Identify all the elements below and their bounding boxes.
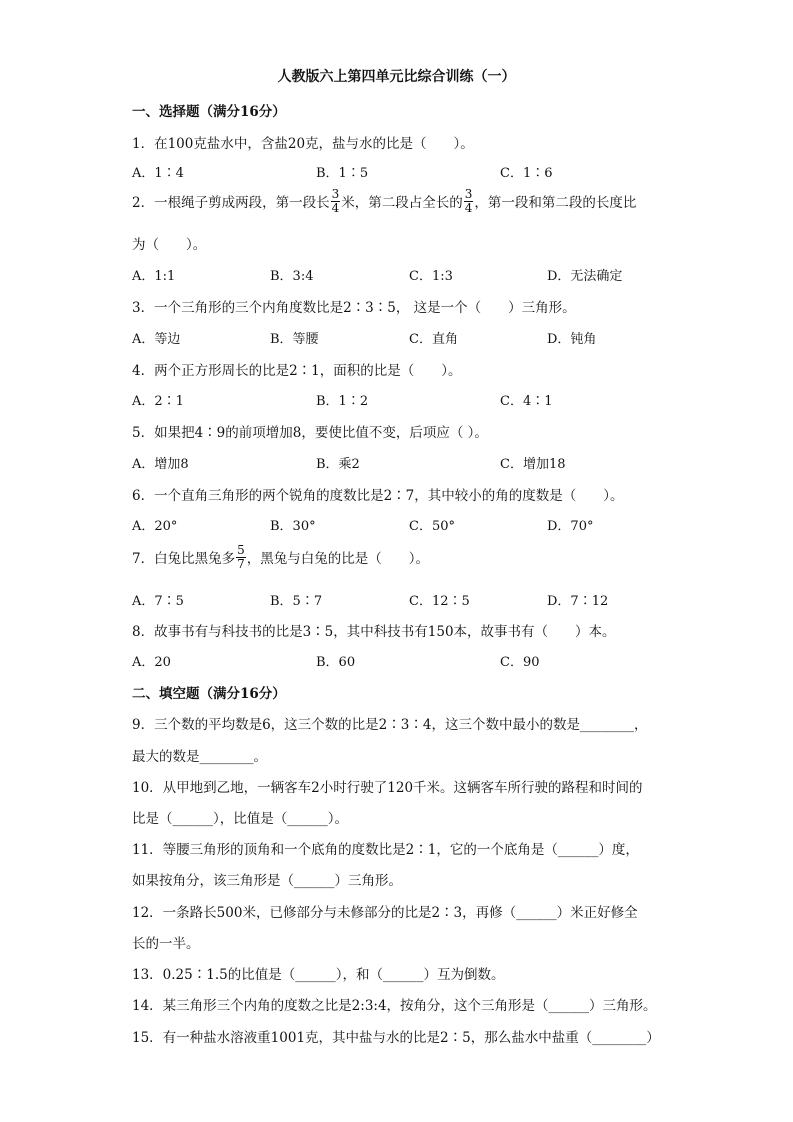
question-7-options xyxy=(132,590,692,608)
question-7-text-a: 7．白兔比黑兔多 xyxy=(132,551,236,567)
option-b: B．乘2 xyxy=(316,457,360,472)
option-d: D．70° xyxy=(547,519,594,534)
question-2-continued: 为（ ）。 xyxy=(132,237,207,253)
question-10-continued: 比是（______），比值是（______）。 xyxy=(132,811,348,827)
question-1: 1．在100克盐水中，含盐20克，盐与水的比是（ ）。 xyxy=(132,136,474,152)
option-d: D．7∶12 xyxy=(547,594,609,609)
question-9: 9．三个数的平均数是6，这三个数的比是2∶3∶4，这三个数中最小的数是________， xyxy=(132,717,648,733)
option-a: A．7∶5 xyxy=(132,594,184,609)
question-2-text-b: 米，第二段占全长的 xyxy=(341,195,463,211)
option-a: A．20° xyxy=(132,519,178,534)
question-1-options xyxy=(132,162,692,180)
question-14: 14．某三角形三个内角的度数之比是2:3:4，按角分，这个三角形是（______）三角形。 xyxy=(132,998,657,1014)
option-a: A．20 xyxy=(132,655,171,670)
option-a: A．1:1 xyxy=(132,269,176,284)
question-2-text-a: 2．一根绳子剪成两段，第一段长 xyxy=(132,195,330,211)
question-3-options xyxy=(132,328,692,346)
option-c: C．增加18 xyxy=(500,457,566,472)
fraction-denominator: 7 xyxy=(237,557,245,571)
page-title: 人教版六上第四单元比综合训练（一） xyxy=(277,69,516,85)
section-heading-fill-blank: 二、填空题（满分16分） xyxy=(132,686,286,702)
option-b: B．60 xyxy=(316,655,356,670)
question-8: 8．故事书有与科技书的比是3∶5，其中科技书有150本，故事书有（ ）本。 xyxy=(132,624,616,640)
option-a: A．等边 xyxy=(132,332,181,347)
question-13: 13．0.25∶1.5的比值是（______），和（______）互为倒数。 xyxy=(132,967,505,983)
fraction-numerator: 3 xyxy=(464,187,473,201)
fraction-numerator: 5 xyxy=(237,543,245,557)
fraction-numerator: 3 xyxy=(331,187,340,201)
question-7-text-b: ，黑兔与白兔的比是（ ）。 xyxy=(246,551,429,567)
fraction-denominator: 4 xyxy=(464,201,473,215)
question-8-options xyxy=(132,651,692,669)
option-c: C．50° xyxy=(409,519,455,534)
fraction-five-sevenths xyxy=(236,544,246,571)
option-c: C．12∶5 xyxy=(409,594,470,609)
section-heading-choice: 一、选择题（满分16分） xyxy=(132,104,286,120)
question-4: 4．两个正方形周长的比是2∶1，面积的比是（ ）。 xyxy=(132,363,462,379)
option-b: B．5∶7 xyxy=(270,594,323,609)
option-b: B．等腰 xyxy=(270,332,319,347)
question-10: 10．从甲地到乙地，一辆客车2小时行驶了120千米。这辆客车所行驶的路程和时间的 xyxy=(132,780,643,796)
question-12-continued: 长的一半。 xyxy=(132,936,200,952)
option-a: A．1∶4 xyxy=(132,166,184,181)
question-5: 5．如果把4∶9的前项增加8，要使比值不变，后项应（ ）。 xyxy=(132,425,488,441)
option-c: C．1∶6 xyxy=(500,166,553,181)
option-b: B．1∶2 xyxy=(316,394,369,409)
option-d: D．钝角 xyxy=(547,332,597,347)
option-c: C．直角 xyxy=(409,332,458,347)
option-b: B．30° xyxy=(270,519,316,534)
question-6-options xyxy=(132,515,692,533)
question-5-options xyxy=(132,453,692,471)
option-d: D．无法确定 xyxy=(547,269,623,284)
question-12: 12．一条路长500米，已修部分与未修部分的比是2∶3，再修（______）米正好修全 xyxy=(132,905,638,921)
question-3: 3．一个三角形的三个内角度数比是2∶3∶5， 这是一个（ ）三角形。 xyxy=(132,300,576,316)
question-2-text-c: ，第一段和第二段的长度比 xyxy=(474,195,637,211)
question-2-options xyxy=(132,265,692,283)
option-c: C．1:3 xyxy=(409,269,453,284)
question-4-options xyxy=(132,390,692,408)
fraction-denominator: 4 xyxy=(331,201,340,215)
option-c: C．4∶1 xyxy=(500,394,553,409)
question-11: 11．等腰三角形的顶角和一个底角的度数比是2∶1，它的一个底角是（______）度， xyxy=(132,842,639,858)
question-9-continued: 最大的数是________。 xyxy=(132,749,267,765)
fraction-three-quarters xyxy=(464,188,474,215)
question-15: 15．有一种盐水溶液重1001克，其中盐与水的比是2∶5，那么盐水中盐重（________） xyxy=(132,1030,660,1046)
option-a: A．2∶1 xyxy=(132,394,184,409)
question-7 xyxy=(132,543,429,573)
question-11-continued: 如果按角分，该三角形是（______）三角形。 xyxy=(132,873,402,889)
fraction-three-quarters xyxy=(331,188,341,215)
option-a: A．增加8 xyxy=(132,457,189,472)
option-b: B．3:4 xyxy=(270,269,314,284)
option-b: B．1∶5 xyxy=(316,166,369,181)
option-c: C．90 xyxy=(500,655,540,670)
question-6: 6．一个直角三角形的两个锐角的度数比是2∶7，其中较小的角的度数是（ ）。 xyxy=(132,488,624,504)
question-2 xyxy=(132,187,637,217)
